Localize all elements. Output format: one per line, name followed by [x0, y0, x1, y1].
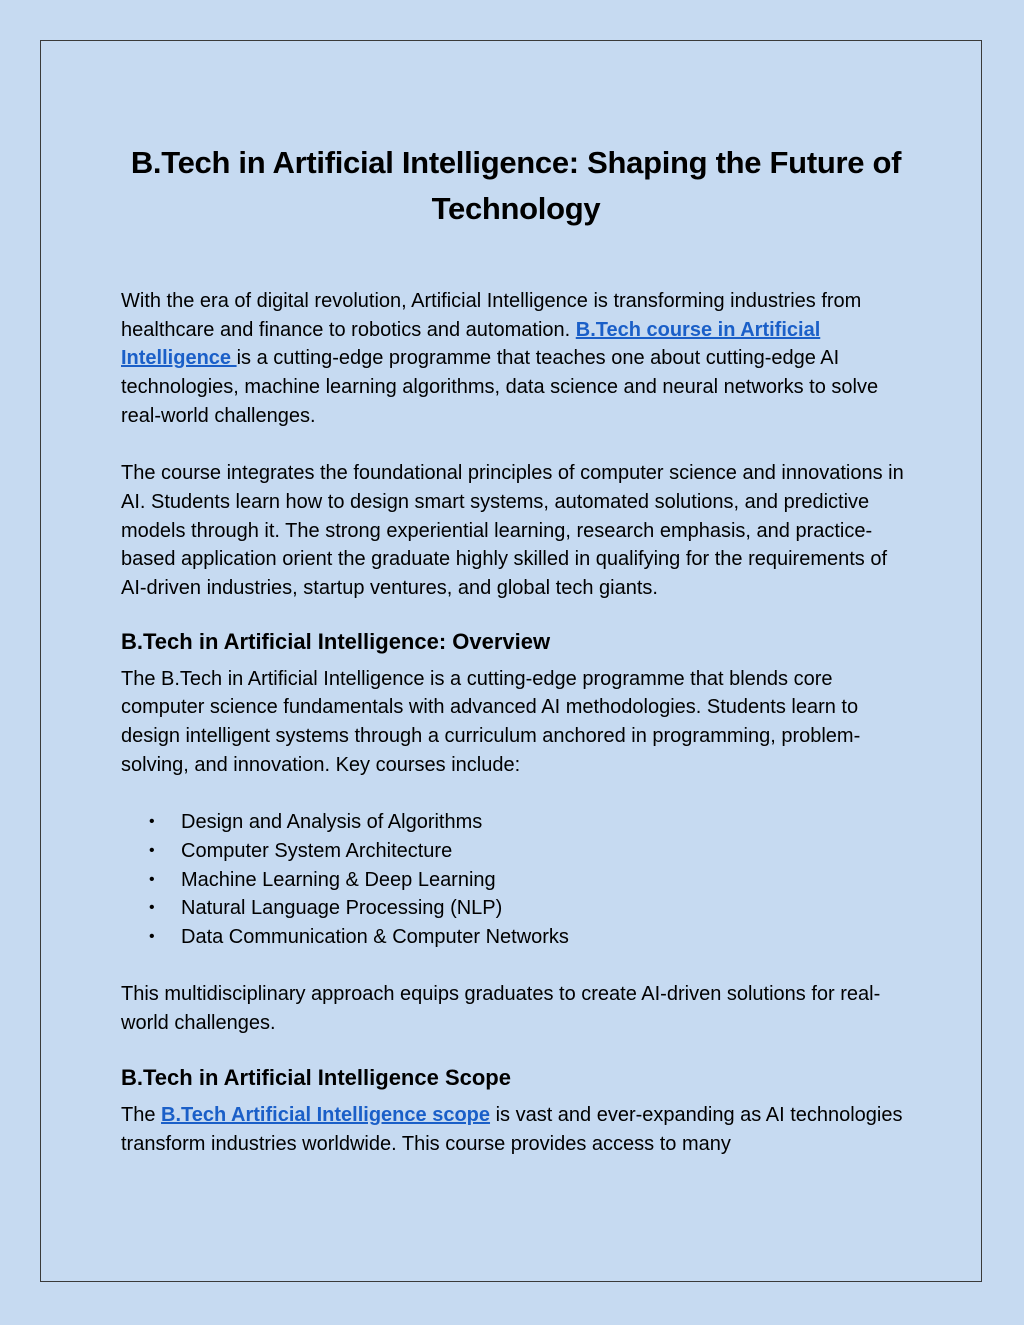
overview-heading: B.Tech in Artificial Intelligence: Overview: [121, 628, 551, 654]
scope-text-end: is vast and ever-expanding as AI technologies transform industries worldwide. This course provides access to many: [121, 1103, 903, 1155]
list-item: [149, 923, 911, 952]
course-label: Natural Language Processing (NLP): [181, 897, 503, 920]
course-integration-paragraph: The course integrates the foundational principles of computer science and innovations in AI. Students learn how to design smart systems, automated solutions, and predictive models through it. The strong experiential learning, research emphasis, and practice-based application orient the graduate highly skilled in qualifying for the requirements of AI-driven industries, startup ventures, and global tech giants.: [121, 462, 904, 600]
btech-course-link[interactable]: B.Tech course in Artificial Intelligence: [121, 318, 821, 370]
list-item: [149, 894, 911, 923]
intro-text-end: is a cutting-edge programme that teaches one about cutting-edge AI technologies, machine learning algorithms, data science and neural networks to solve real-world challenges.: [121, 347, 879, 427]
overview-paragraph: The B.Tech in Artificial Intelligence is a cutting-edge programme that blends core computer science fundamentals with advanced AI methodologies. Students learn to design intelligent systems through a curriculum anchored in programming, problem-solving, and innovation. Key courses include:: [121, 667, 861, 776]
overview-closing-paragraph: This multidisciplinary approach equips graduates to create AI-driven solutions for real-world challenges.: [121, 983, 881, 1035]
key-courses-list: [121, 808, 911, 952]
scope-heading: B.Tech in Artificial Intelligence Scope: [121, 1064, 511, 1090]
bullet-icon: •: [149, 928, 155, 946]
document-title: B.Tech in Artificial Intelligence: Shaping the Future of Technology: [130, 145, 902, 226]
scope-text-start: The: [121, 1103, 162, 1126]
course-label: Design and Analysis of Algorithms: [181, 811, 483, 834]
course-label: Computer System Architecture: [181, 839, 453, 862]
course-label: Data Communication & Computer Networks: [181, 926, 569, 949]
course-label: Machine Learning & Deep Learning: [181, 868, 496, 891]
bullet-icon: •: [149, 841, 155, 859]
document-content: [121, 140, 911, 1158]
intro-text-start: With the era of digital revolution, Artificial Intelligence is transforming industries from healthcare and finance to robotics and automation.: [121, 290, 862, 341]
list-item: [149, 837, 911, 866]
bullet-icon: •: [149, 870, 155, 888]
scope-paragraph: [121, 1101, 911, 1158]
list-item: [149, 866, 911, 895]
bullet-icon: •: [149, 899, 155, 917]
intro-paragraph: [121, 287, 911, 431]
btech-scope-link[interactable]: B.Tech Artificial Intelligence scope: [161, 1103, 491, 1126]
bullet-icon: •: [149, 813, 155, 831]
list-item: [149, 808, 911, 837]
